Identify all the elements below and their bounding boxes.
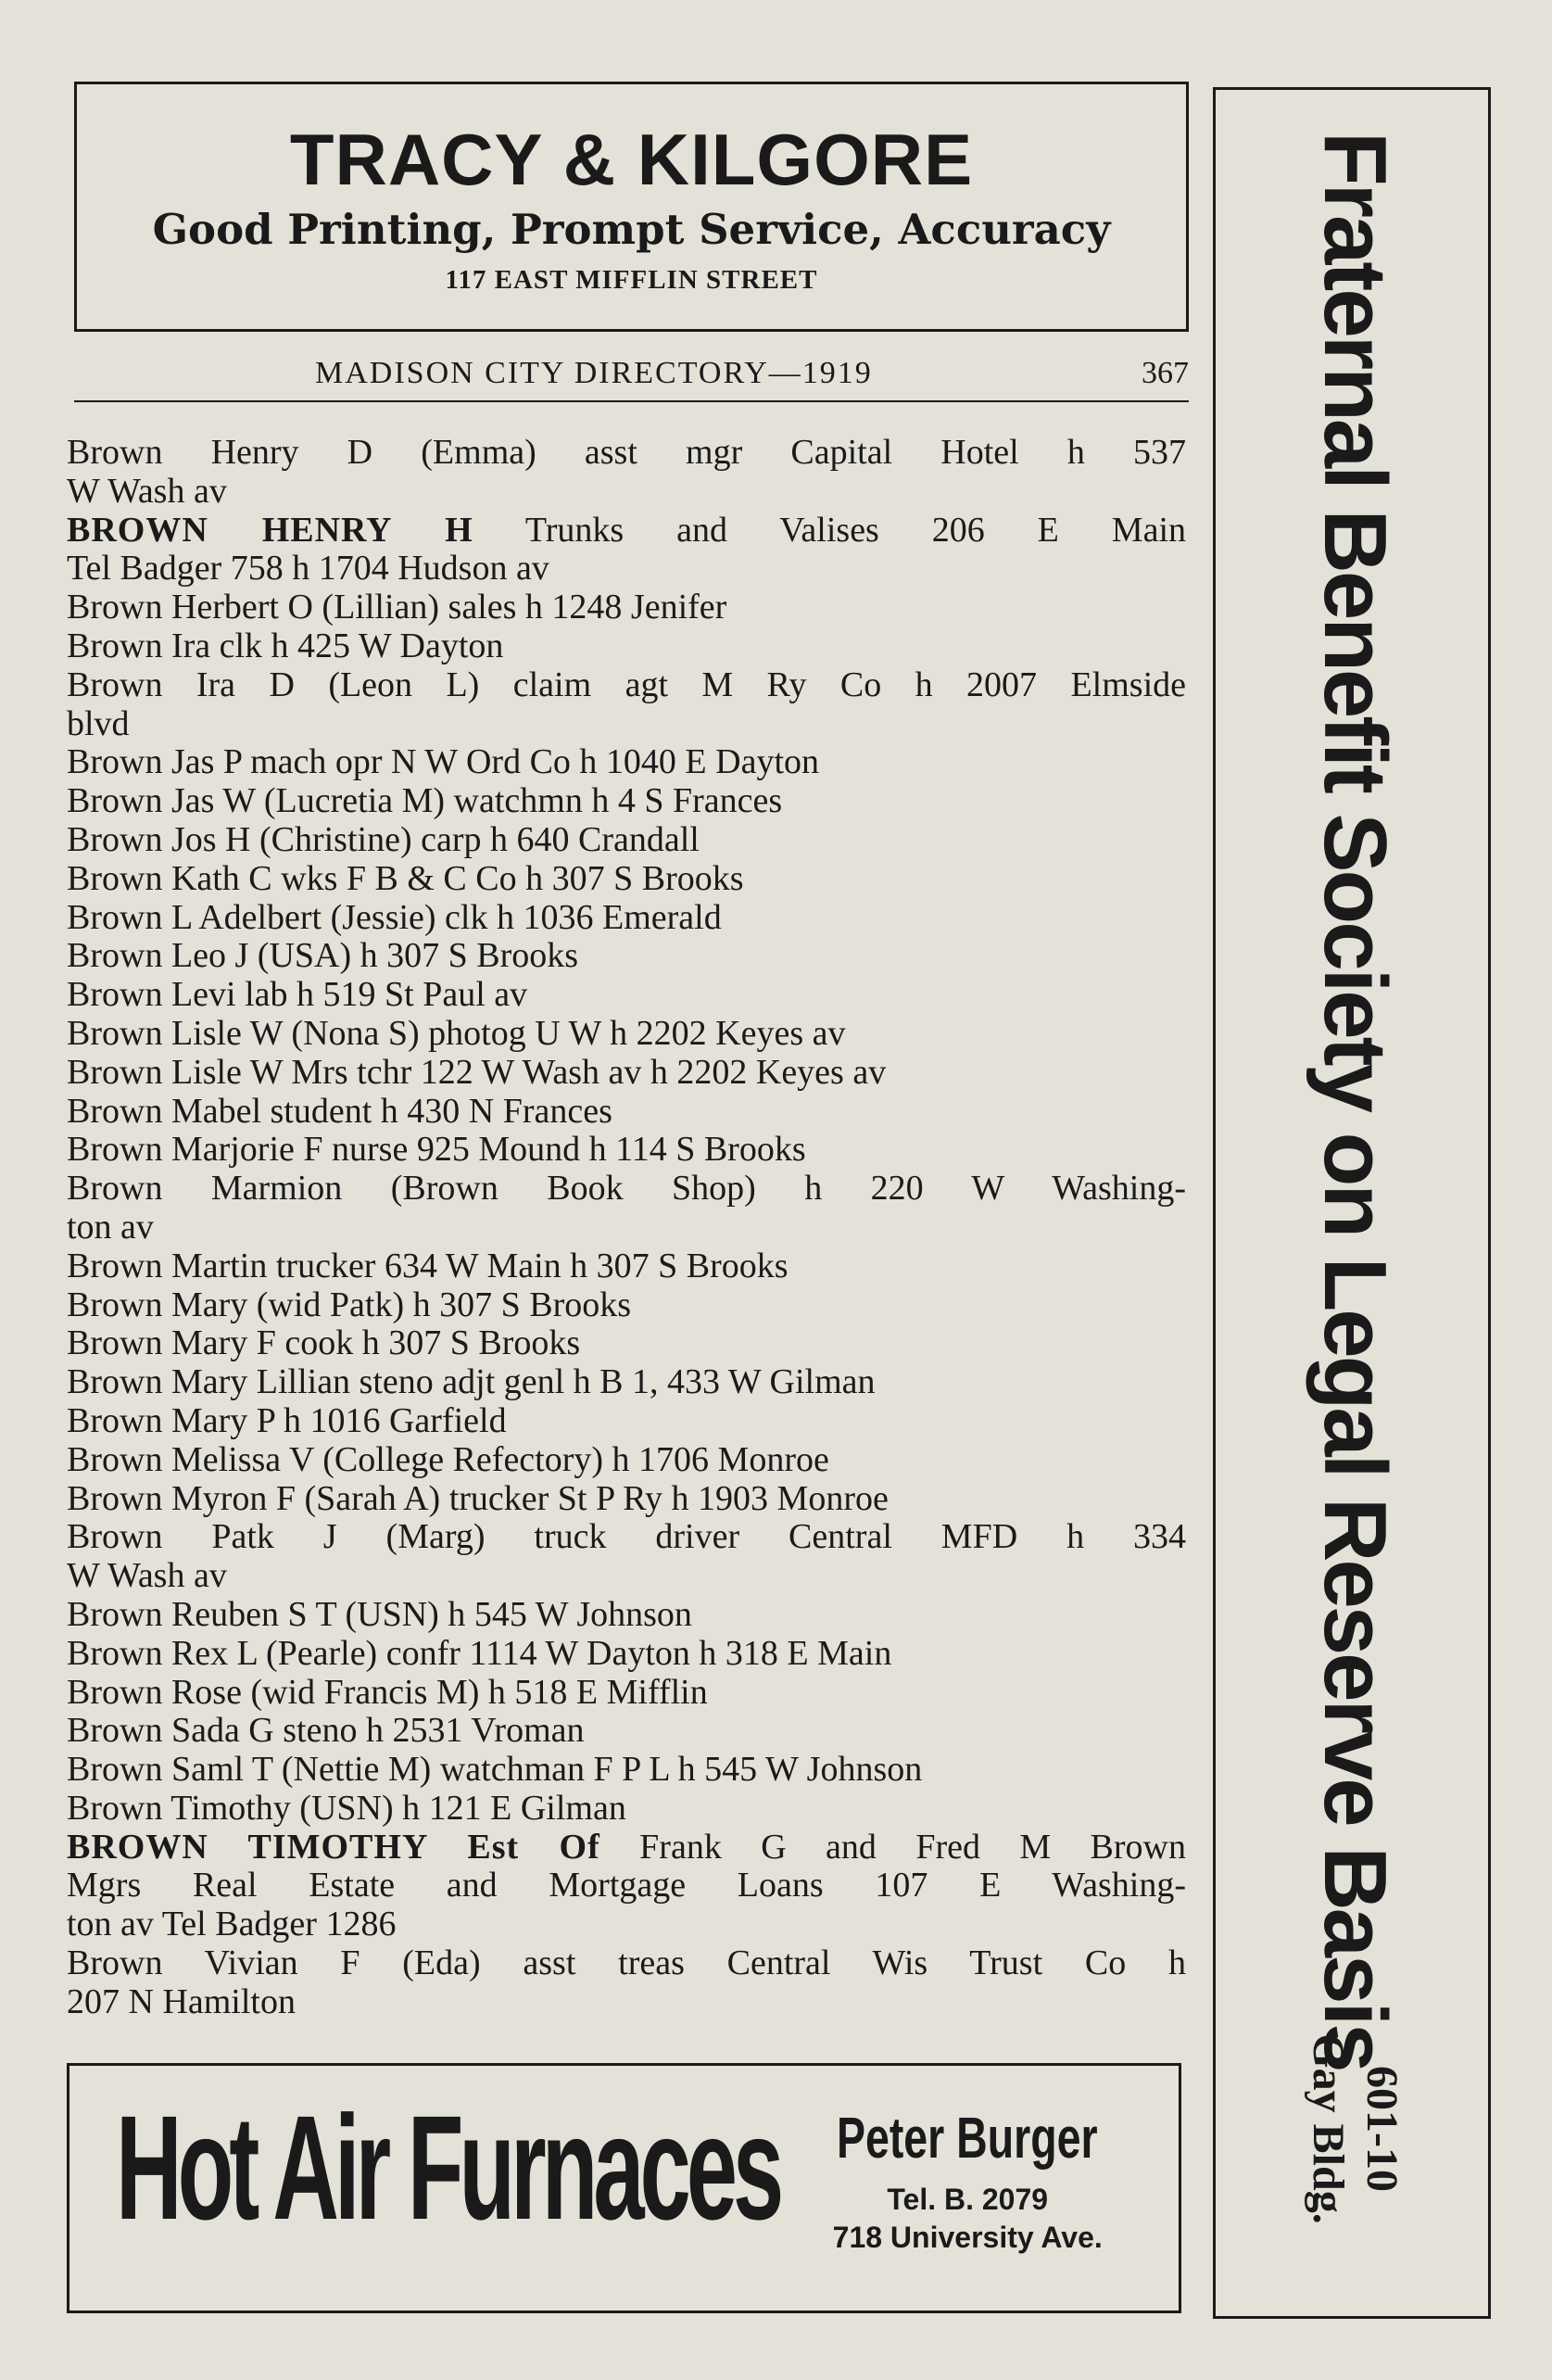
directory-entry (67, 1596, 1186, 1635)
entry-text: Brown Myron F (Sarah A) trucker St P Ry h 1903 Monroe (67, 1478, 889, 1518)
entry-bold-name: BROWN TIMOTHY Est Of (67, 1827, 600, 1867)
entry-line (67, 1672, 1186, 1713)
entry-line (67, 1981, 1186, 2022)
entry-line (67, 1633, 1186, 1674)
furnace-street-address: 718 University Ave. (832, 2221, 1103, 2254)
society-address-line1: 601-10 (1357, 2066, 1407, 2192)
directory-entry (67, 1944, 1186, 2022)
entry-text: Trunks and Valises 206 E Main (473, 510, 1186, 550)
furnace-contact (793, 2107, 1142, 2255)
directory-entry (67, 937, 1186, 976)
directory-entry (67, 627, 1186, 666)
entry-text: W Wash av (67, 1556, 227, 1596)
entry-line (67, 1091, 1186, 1132)
entry-line (67, 1169, 1186, 1209)
entry-line (67, 1052, 1186, 1093)
directory-entry (67, 1054, 1186, 1093)
directory-entry (67, 1674, 1186, 1713)
entry-line (67, 1362, 1186, 1402)
society-name: Fraternal Benefit Society on Legal Reserve Basis (1306, 132, 1405, 2070)
entry-line (67, 1323, 1186, 1363)
entry-text: Tel Badger 758 h 1704 Hudson av (67, 549, 549, 589)
entry-text: Brown Jas P mach opr N W Ord Co h 1040 E Dayton (67, 742, 820, 782)
directory-listings (67, 434, 1186, 2022)
ad-address: 117 EAST MIFFLIN STREET (445, 265, 818, 295)
entry-text: Brown Vivian F (Eda) asst treas Central Wis Trust Co h (67, 1943, 1186, 1983)
entry-line (67, 703, 1186, 744)
directory-entry (67, 512, 1186, 589)
entry-line (67, 858, 1186, 899)
directory-entry (67, 976, 1186, 1015)
directory-entry (67, 1247, 1186, 1286)
entry-text: Brown Lisle W (Nona S) photog U W h 2202 Keyes av (67, 1013, 846, 1053)
entry-line (67, 1130, 1186, 1170)
entry-text: Brown Jos H (Christine) carp h 640 Crandall (67, 819, 700, 859)
entry-line (67, 1788, 1186, 1829)
directory-entry (67, 1131, 1186, 1170)
directory-entry (67, 1286, 1186, 1325)
entry-line (67, 1207, 1186, 1247)
directory-entry (67, 1518, 1186, 1596)
furnace-telephone: Tel. B. 2079 (887, 2183, 1049, 2216)
entry-text: W Wash av (67, 471, 227, 511)
directory-entry (67, 821, 1186, 860)
ad-company-name: TRACY & KILGORE (289, 119, 974, 200)
entry-text: Brown Mary P h 1016 Garfield (67, 1400, 507, 1440)
entry-line (67, 1943, 1186, 1983)
entry-text: Brown Levi lab h 519 St Paul av (67, 975, 528, 1015)
entry-line (67, 1827, 1186, 1867)
directory-entry (67, 1829, 1186, 1944)
entry-text: Brown Kath C wks F B & C Co h 307 S Brooks (67, 858, 744, 898)
entry-line (67, 742, 1186, 782)
entry-text: Brown Marmion (Brown Book Shop) h 220 W Washing- (67, 1169, 1186, 1209)
entry-line (67, 1285, 1186, 1325)
entry-line (67, 897, 1186, 938)
entry-line (67, 1478, 1186, 1519)
entry-text: Brown Henry D (Emma) asst mgr Capital Hotel h 537 (67, 433, 1186, 472)
directory-entry (67, 589, 1186, 627)
entry-text: 207 N Hamilton (67, 1981, 296, 2021)
page-number: 367 (1142, 356, 1189, 390)
directory-entry (67, 1635, 1186, 1674)
directory-entry (67, 899, 1186, 938)
entry-line (67, 819, 1186, 860)
entry-line (67, 588, 1186, 627)
entry-line (67, 1905, 1186, 1944)
printing-advertisement (74, 82, 1189, 332)
directory-entry (67, 1480, 1186, 1519)
entry-text: Mgrs Real Estate and Mortgage Loans 107 E Washing- (67, 1866, 1186, 1905)
entry-text: Brown Melissa V (College Refectory) h 1706 Monroe (67, 1439, 829, 1479)
entry-line (67, 626, 1186, 666)
entry-line (67, 1517, 1186, 1557)
directory-title: MADISON CITY DIRECTORY—1919 (315, 356, 873, 390)
entry-line (67, 781, 1186, 821)
directory-entry (67, 1402, 1186, 1441)
entry-line (67, 1750, 1186, 1790)
entry-line (67, 471, 1186, 512)
entry-text: Brown Mary (wid Patk) h 307 S Brooks (67, 1285, 632, 1324)
society-address (1301, 2033, 1408, 2223)
ad-tagline: Good Printing, Prompt Service, Accuracy (152, 205, 1111, 254)
entry-bold-name: BROWN HENRY H (67, 510, 473, 550)
entry-line (67, 975, 1186, 1015)
fraternal-society-advertisement (1213, 87, 1491, 2319)
entry-line (67, 1594, 1186, 1635)
furnace-proprietor: Peter Burger (837, 2107, 1099, 2171)
entry-text: Brown Marjorie F nurse 925 Mound h 114 S Brooks (67, 1130, 806, 1170)
entry-text: Brown Jas W (Lucretia M) watchmn h 4 S Frances (67, 781, 783, 821)
entry-text: Brown Herbert O (Lillian) sales h 1248 Jenifer (67, 588, 727, 627)
directory-entry (67, 1170, 1186, 1247)
entry-line (67, 510, 1186, 551)
entry-line (67, 1439, 1186, 1480)
entry-text: Brown Reuben S T (USN) h 545 W Johnson (67, 1594, 692, 1634)
entry-line (67, 1711, 1186, 1751)
entry-text: blvd (67, 703, 130, 743)
entry-text: Brown Patk J (Marg) truck driver Central MFD h 334 (67, 1517, 1186, 1557)
entry-text: Brown L Adelbert (Jessie) clk h 1036 Emerald (67, 897, 722, 937)
directory-entry (67, 743, 1186, 782)
directory-entry (67, 1363, 1186, 1402)
entry-text: ton av Tel Badger 1286 (67, 1905, 397, 1944)
entry-line (67, 665, 1186, 705)
entry-text: Brown Lisle W Mrs tchr 122 W Wash av h 2202 Keyes av (67, 1052, 887, 1092)
furnace-advertisement (67, 2063, 1181, 2313)
directory-entry (67, 860, 1186, 899)
directory-entry (67, 1712, 1186, 1751)
entry-text: Brown Ira clk h 425 W Dayton (67, 626, 504, 665)
society-address-line2: Gay Bldg. (1304, 2033, 1353, 2224)
entry-text: Brown Martin trucker 634 W Main h 307 S Brooks (67, 1246, 789, 1285)
directory-entry (67, 1790, 1186, 1829)
directory-entry (67, 1093, 1186, 1132)
entry-text: Brown Mary F cook h 307 S Brooks (67, 1323, 581, 1363)
directory-entry (67, 782, 1186, 821)
entry-text: Brown Ira D (Leon L) claim agt M Ry Co h 2007 Elmside (67, 665, 1186, 704)
entry-text: Frank G and Fred M Brown (599, 1827, 1186, 1867)
directory-entry (67, 1015, 1186, 1054)
entry-line (67, 936, 1186, 976)
entry-line (67, 1013, 1186, 1054)
entry-text: Brown Leo J (USA) h 307 S Brooks (67, 936, 579, 976)
directory-entry (67, 1751, 1186, 1790)
entry-line (67, 1400, 1186, 1441)
directory-entry (67, 434, 1186, 512)
entry-text: Brown Mabel student h 430 N Frances (67, 1091, 612, 1131)
entry-line (67, 549, 1186, 589)
entry-text: Brown Rose (wid Francis M) h 518 E Mifflin (67, 1672, 708, 1712)
entry-text: Brown Rex L (Pearle) confr 1114 W Dayton h 318 E Main (67, 1633, 892, 1673)
entry-text: Brown Saml T (Nettie M) watchman F P L h 545 W Johnson (67, 1750, 923, 1790)
furnace-headline: Hot Air Furnaces (116, 2084, 780, 2250)
entry-line (67, 1866, 1186, 1905)
entry-line (67, 433, 1186, 473)
directory-entry (67, 1441, 1186, 1480)
entry-text: Brown Mary Lillian steno adjt genl h B 1, 433 W Gilman (67, 1362, 876, 1402)
entry-line (67, 1246, 1186, 1286)
entry-text: Brown Timothy (USN) h 121 E Gilman (67, 1788, 626, 1828)
directory-entry (67, 1324, 1186, 1363)
entry-line (67, 1556, 1186, 1596)
entry-text: Brown Sada G steno h 2531 Vroman (67, 1711, 585, 1751)
directory-entry (67, 666, 1186, 744)
entry-text: ton av (67, 1207, 154, 1247)
page-header (74, 356, 1189, 402)
